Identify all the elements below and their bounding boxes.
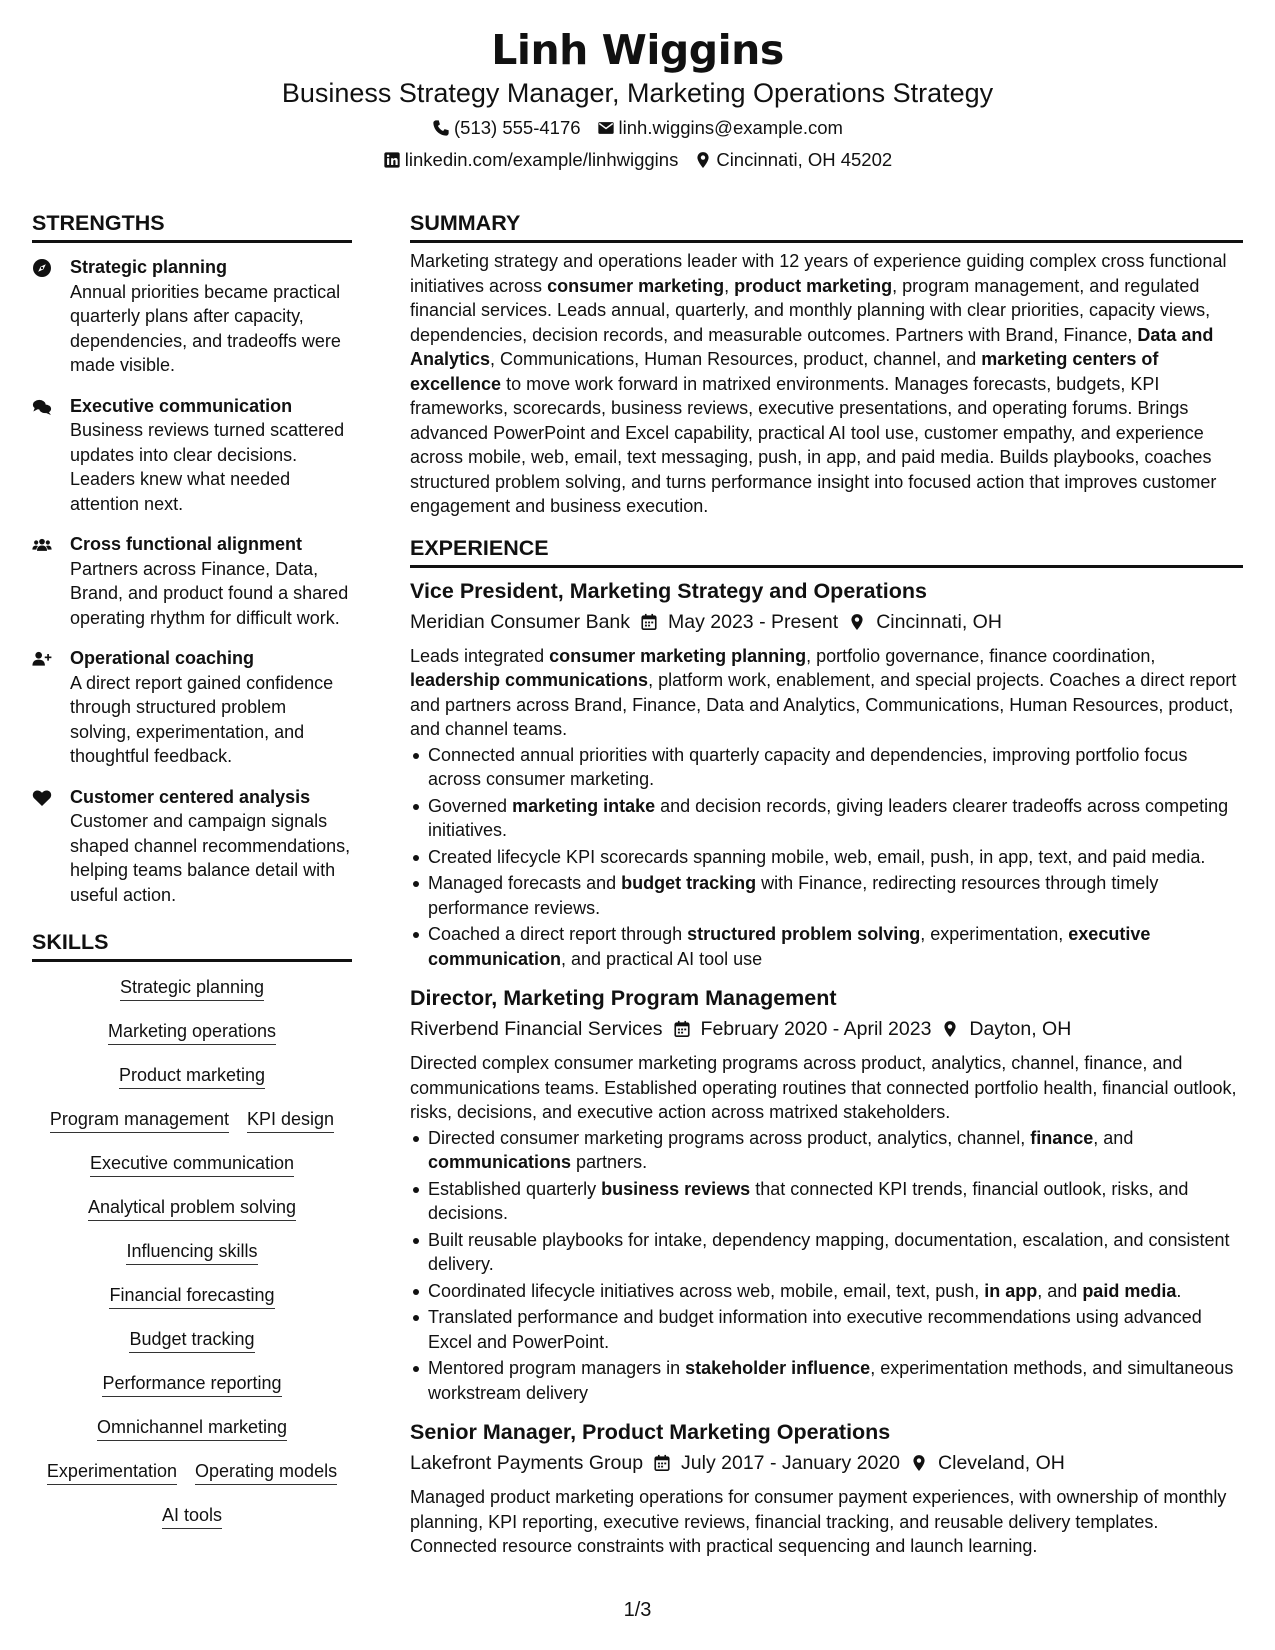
envelope-icon [597, 119, 615, 137]
map-marker-icon [941, 1020, 959, 1038]
page-number: 1/3 [623, 1599, 652, 1621]
skills-row [32, 1416, 352, 1441]
map-marker-icon [694, 151, 712, 169]
calendar-icon [653, 1454, 671, 1472]
linkedin-icon [383, 151, 401, 169]
summary-text: Marketing strategy and operations leader with 12 years of experience guiding complex cross functional initiatives across consumer marketing, product marketing, program management, and regulated financial services. Leads annual, quarterly, and monthly planning with clear priorities, capacity views, dependencies, decision records, and measurable outcomes. Partners with Brand, Finance, Data and Analytics, Communications, Human Resources, product, channel, and marketing centers of excellence to move work forward in matrixed environments. Manages forecasts, budgets, KPI frameworks, scorecards, business reviews, executive presentations, and operating forums. Brings advanced PowerPoint and Excel capability, practical AI tool use, customer empathy, and experience across mobile, web, email, text messaging, push, in app, and paid media. Builds playbooks, coaches structured problem solving, and turns performance insight into focused action that improves customer engagement and business execution. [410, 251, 1227, 516]
map-marker-icon [848, 613, 866, 631]
strength-item [32, 255, 352, 378]
job-dates: May 2023 - Present [668, 610, 839, 633]
skill-tag: Operating models [195, 1460, 337, 1485]
job-dates: February 2020 - April 2023 [700, 1018, 932, 1040]
strength-title: Cross functional alignment [70, 534, 303, 554]
skills-row [32, 1152, 352, 1177]
job-title: Senior Manager, Product Marketing Operations [410, 1420, 891, 1444]
strength-item [32, 394, 352, 517]
bullet-item: Governed marketing intake and decision records, giving leaders clearer tradeoffs across competing initiatives. [410, 794, 1243, 843]
skills-row [32, 1108, 352, 1133]
bullet-item: Managed forecasts and budget tracking with Finance, redirecting resources through timely performance reviews. [410, 871, 1243, 920]
job-location: Cleveland, OH [938, 1452, 1065, 1474]
strength-title: Operational coaching [70, 648, 255, 668]
job-title: Vice President, Marketing Strategy and Operations [410, 578, 927, 603]
skills-list [32, 976, 352, 1529]
strength-title: Strategic planning [70, 257, 228, 277]
job-meta [410, 1014, 1243, 1044]
company-name: Meridian Consumer Bank [410, 610, 631, 633]
strength-title: Customer centered analysis [70, 786, 311, 807]
user-plus-icon [32, 646, 70, 769]
calendar-icon [673, 1020, 691, 1038]
skills-row [32, 1240, 352, 1265]
heart-icon [32, 785, 70, 908]
location-text: Cincinnati, OH 45202 [716, 149, 893, 170]
strengths-heading: STRENGTHS [32, 208, 352, 243]
skill-tag: Performance reporting [102, 1372, 281, 1397]
job-location: Dayton, OH [969, 1018, 1072, 1040]
strength-desc: Business reviews turned scattered updates into clear decisions. Leaders knew what needed attention next. [70, 420, 345, 514]
job-meta [410, 607, 1243, 637]
skill-tag: Influencing skills [126, 1240, 257, 1265]
skill-tag: Strategic planning [120, 976, 264, 1001]
skill-tag: Marketing operations [108, 1020, 276, 1045]
candidate-title: Business Strategy Manager, Marketing Operations Strategy [281, 78, 994, 108]
linkedin-text[interactable]: linkedin.com/example/linhwiggins [404, 149, 679, 170]
experience-heading: EXPERIENCE [410, 533, 1243, 568]
email-text[interactable]: linh.wiggins@example.com [618, 117, 843, 138]
job-meta [410, 1448, 1243, 1478]
phone-contact [432, 116, 581, 140]
right-column [410, 208, 1243, 1559]
company-name: Lakefront Payments Group [410, 1452, 644, 1474]
strength-desc: Annual priorities became practical quarterly plans after capacity, dependencies, and tradeoffs were made visible. [70, 281, 341, 375]
skills-row [32, 1504, 352, 1529]
bullet-item: Mentored program managers in stakeholder influence, experimentation methods, and simultaneous workstream delivery [410, 1356, 1243, 1405]
skill-tag: Analytical problem solving [88, 1196, 296, 1221]
job-title: Director, Marketing Program Management [410, 986, 837, 1010]
users-icon [32, 532, 70, 630]
bullet-item: Translated performance and budget information into executive recommendations using advanced Excel and PowerPoint. [410, 1305, 1243, 1354]
left-column [32, 208, 352, 1529]
bullet-item: Created lifecycle KPI scorecards spanning mobile, web, email, push, in app, text, and paid media. [410, 845, 1243, 870]
strengths-list [32, 255, 352, 907]
skill-tag: AI tools [162, 1504, 222, 1529]
skills-heading: SKILLS [32, 927, 352, 962]
calendar-icon [640, 613, 658, 631]
job-bullets [410, 1126, 1243, 1406]
strength-desc: Customer and campaign signals shaped channel recommendations, helping teams balance detail with useful action. [70, 811, 351, 905]
skill-tag: Financial forecasting [109, 1284, 274, 1309]
email-contact[interactable] [597, 116, 843, 140]
bullet-item: Directed consumer marketing programs across product, analytics, channel, finance, and communications partners. [410, 1126, 1243, 1175]
compass-icon [32, 255, 70, 378]
phone-text: (513) 555-4176 [454, 117, 581, 138]
job-entry [410, 1417, 1243, 1559]
contact-row-1 [0, 116, 1275, 140]
comments-icon [32, 394, 70, 517]
skills-row [32, 1284, 352, 1309]
resume-header [0, 24, 1275, 172]
strength-item [32, 646, 352, 769]
job-description: Managed product marketing operations for consumer payment experiences, with ownership of monthly planning, KPI reporting, executive reviews, financial tracking, and reusable delivery templates. Connected resource constraints with practical sequencing and launch learning. [410, 1487, 1227, 1556]
job-location: Cincinnati, OH [876, 610, 1002, 633]
skill-tag: Budget tracking [129, 1328, 254, 1353]
skill-tag: Program management [50, 1108, 229, 1133]
job-dates: July 2017 - January 2020 [681, 1452, 901, 1474]
map-marker-icon [910, 1454, 928, 1472]
strength-item [32, 532, 352, 630]
skills-row [32, 1196, 352, 1221]
phone-icon [432, 119, 450, 137]
skill-tag: Product marketing [119, 1064, 265, 1089]
skills-row [32, 1460, 352, 1485]
strength-desc: Partners across Finance, Data, Brand, and product found a shared operating rhythm for difficult work. [70, 558, 349, 628]
skills-row [32, 976, 352, 1001]
summary-heading: SUMMARY [410, 208, 1243, 243]
job-description: Directed complex consumer marketing programs across product, analytics, channel, finance, and communications teams. Established operating routines that connected portfolio health, financial outlook, risks, decisions, and executive action across matrixed stakeholders. [410, 1053, 1237, 1122]
skill-tag: Executive communication [90, 1152, 294, 1177]
job-bullets [410, 743, 1243, 972]
bullet-item: Coordinated lifecycle initiatives across web, mobile, email, text, push, in app, and paid media. [410, 1279, 1243, 1304]
skills-row [32, 1328, 352, 1353]
bullet-item: Coached a direct report through structured problem solving, experimentation, executive communication, and practical AI tool use [410, 922, 1243, 971]
strength-title: Executive communication [70, 395, 293, 416]
bullet-item: Established quarterly business reviews that connected KPI trends, financial outlook, risks, and decisions. [410, 1177, 1243, 1226]
company-name: Riverbend Financial Services [410, 1018, 663, 1040]
strength-desc: A direct report gained confidence through structured problem solving, experimentation, and thoughtful feedback. [70, 672, 334, 766]
job-entry [410, 983, 1243, 1405]
skill-tag: KPI design [247, 1108, 334, 1133]
skills-row [32, 1064, 352, 1089]
skill-tag: Omnichannel marketing [97, 1416, 287, 1441]
candidate-name: Linh Wiggins [491, 26, 784, 74]
strength-item [32, 785, 352, 908]
job-entry [410, 576, 1243, 972]
linkedin-contact[interactable] [383, 148, 679, 172]
skills-row [32, 1020, 352, 1045]
location-contact [694, 148, 892, 172]
contact-row-2 [0, 148, 1275, 172]
skill-tag: Experimentation [47, 1460, 177, 1485]
bullet-item: Connected annual priorities with quarterly capacity and dependencies, improving portfolio focus across consumer marketing. [410, 743, 1243, 792]
job-description: Leads integrated consumer marketing planning, portfolio governance, finance coordination, leadership communications, platform work, enablement, and special projects. Coaches a direct report and partners across Brand, Finance, Data and Analytics, Communications, Human Resources, product, and channel teams. [410, 645, 1237, 739]
bullet-item: Built reusable playbooks for intake, dependency mapping, documentation, escalation, and consistent delivery. [410, 1228, 1243, 1277]
skills-row [32, 1372, 352, 1397]
